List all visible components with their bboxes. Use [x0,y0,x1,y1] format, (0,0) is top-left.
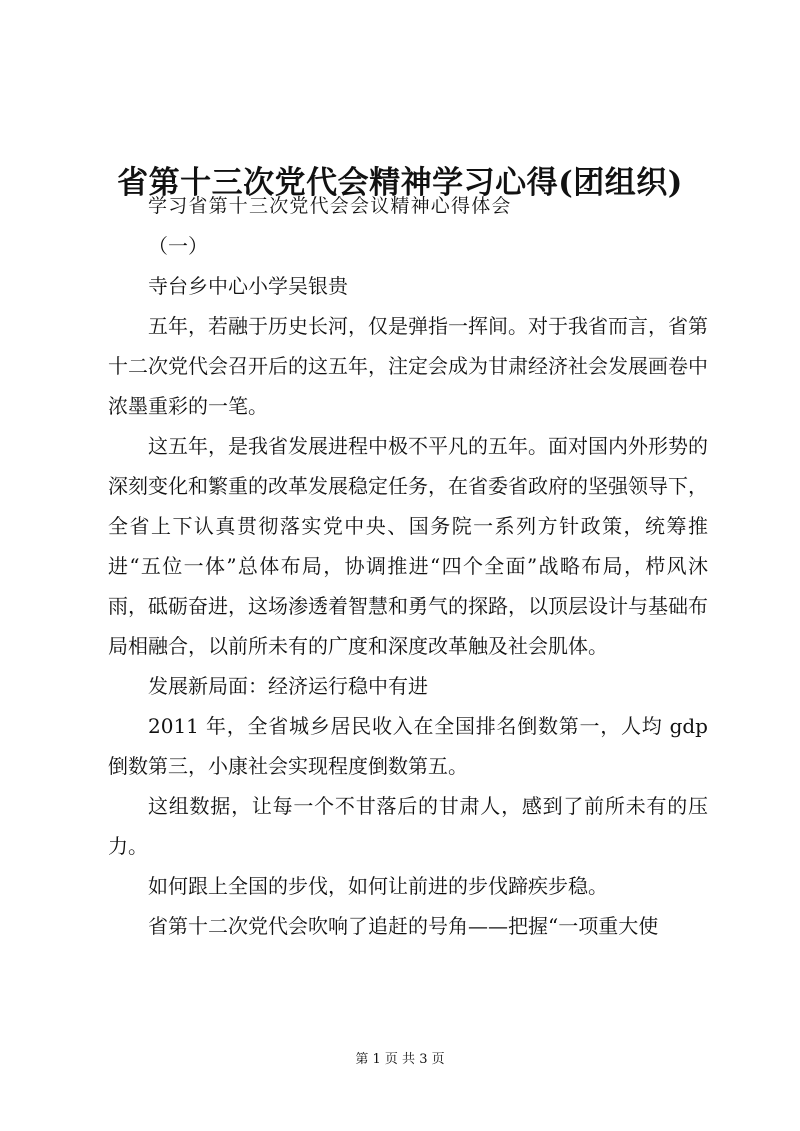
paragraph-2011-data: 2011 年，全省城乡居民收入在全国排名倒数第一，人均 gdp 倒数第三，小康社会实现程度倒数第五。 [108,714,708,778]
page-number-footer: 第 1 页 共 3 页 [355,1052,445,1067]
paragraph-author: 寺台乡中心小学吴银贵 [148,274,348,298]
paragraph-subtitle: 学习省第十三次党代会会议精神心得体会 [148,195,512,217]
document-body [108,186,708,946]
paragraph-extraordinary-years: 这五年，是我省发展进程中极不平凡的五年。面对国内外形势的深刻变化和繁重的改革发展稳定任务，在省委省政府的坚强领导下，全省上下认真贯彻落实党中央、国务院一系列方针政策，统筹推进“五位一体”总体布局，协调推进“四个全面”战略布局，栉风沐雨，砥砺奋进，这场渗透着智慧和勇气的探路，以顶层设计与基础布局相融合，以前所未有的广度和深度改革触及社会肌体。 [108,434,708,658]
paragraph-section-number: （一） [148,234,208,258]
document-title: 省第十三次党代会精神学习心得(团组织) [117,164,683,201]
paragraph-question: 如何跟上全国的步伐，如何让前进的步伐蹄疾步稳。 [148,874,608,898]
paragraph-twelfth-congress: 省第十二次党代会吹响了追赶的号角——把握“一项重大使 [148,914,659,938]
paragraph-five-years: 五年，若融于历史长河，仅是弹指一挥间。对于我省而言，省第十二次党代会召开后的这五年，注定会成为甘肃经济社会发展画卷中浓墨重彩的一笔。 [108,314,708,418]
paragraph-pressure: 这组数据，让每一个不甘落后的甘肃人，感到了前所未有的压力。 [108,794,708,858]
paragraph-section-heading: 发展新局面：经济运行稳中有进 [148,674,428,698]
